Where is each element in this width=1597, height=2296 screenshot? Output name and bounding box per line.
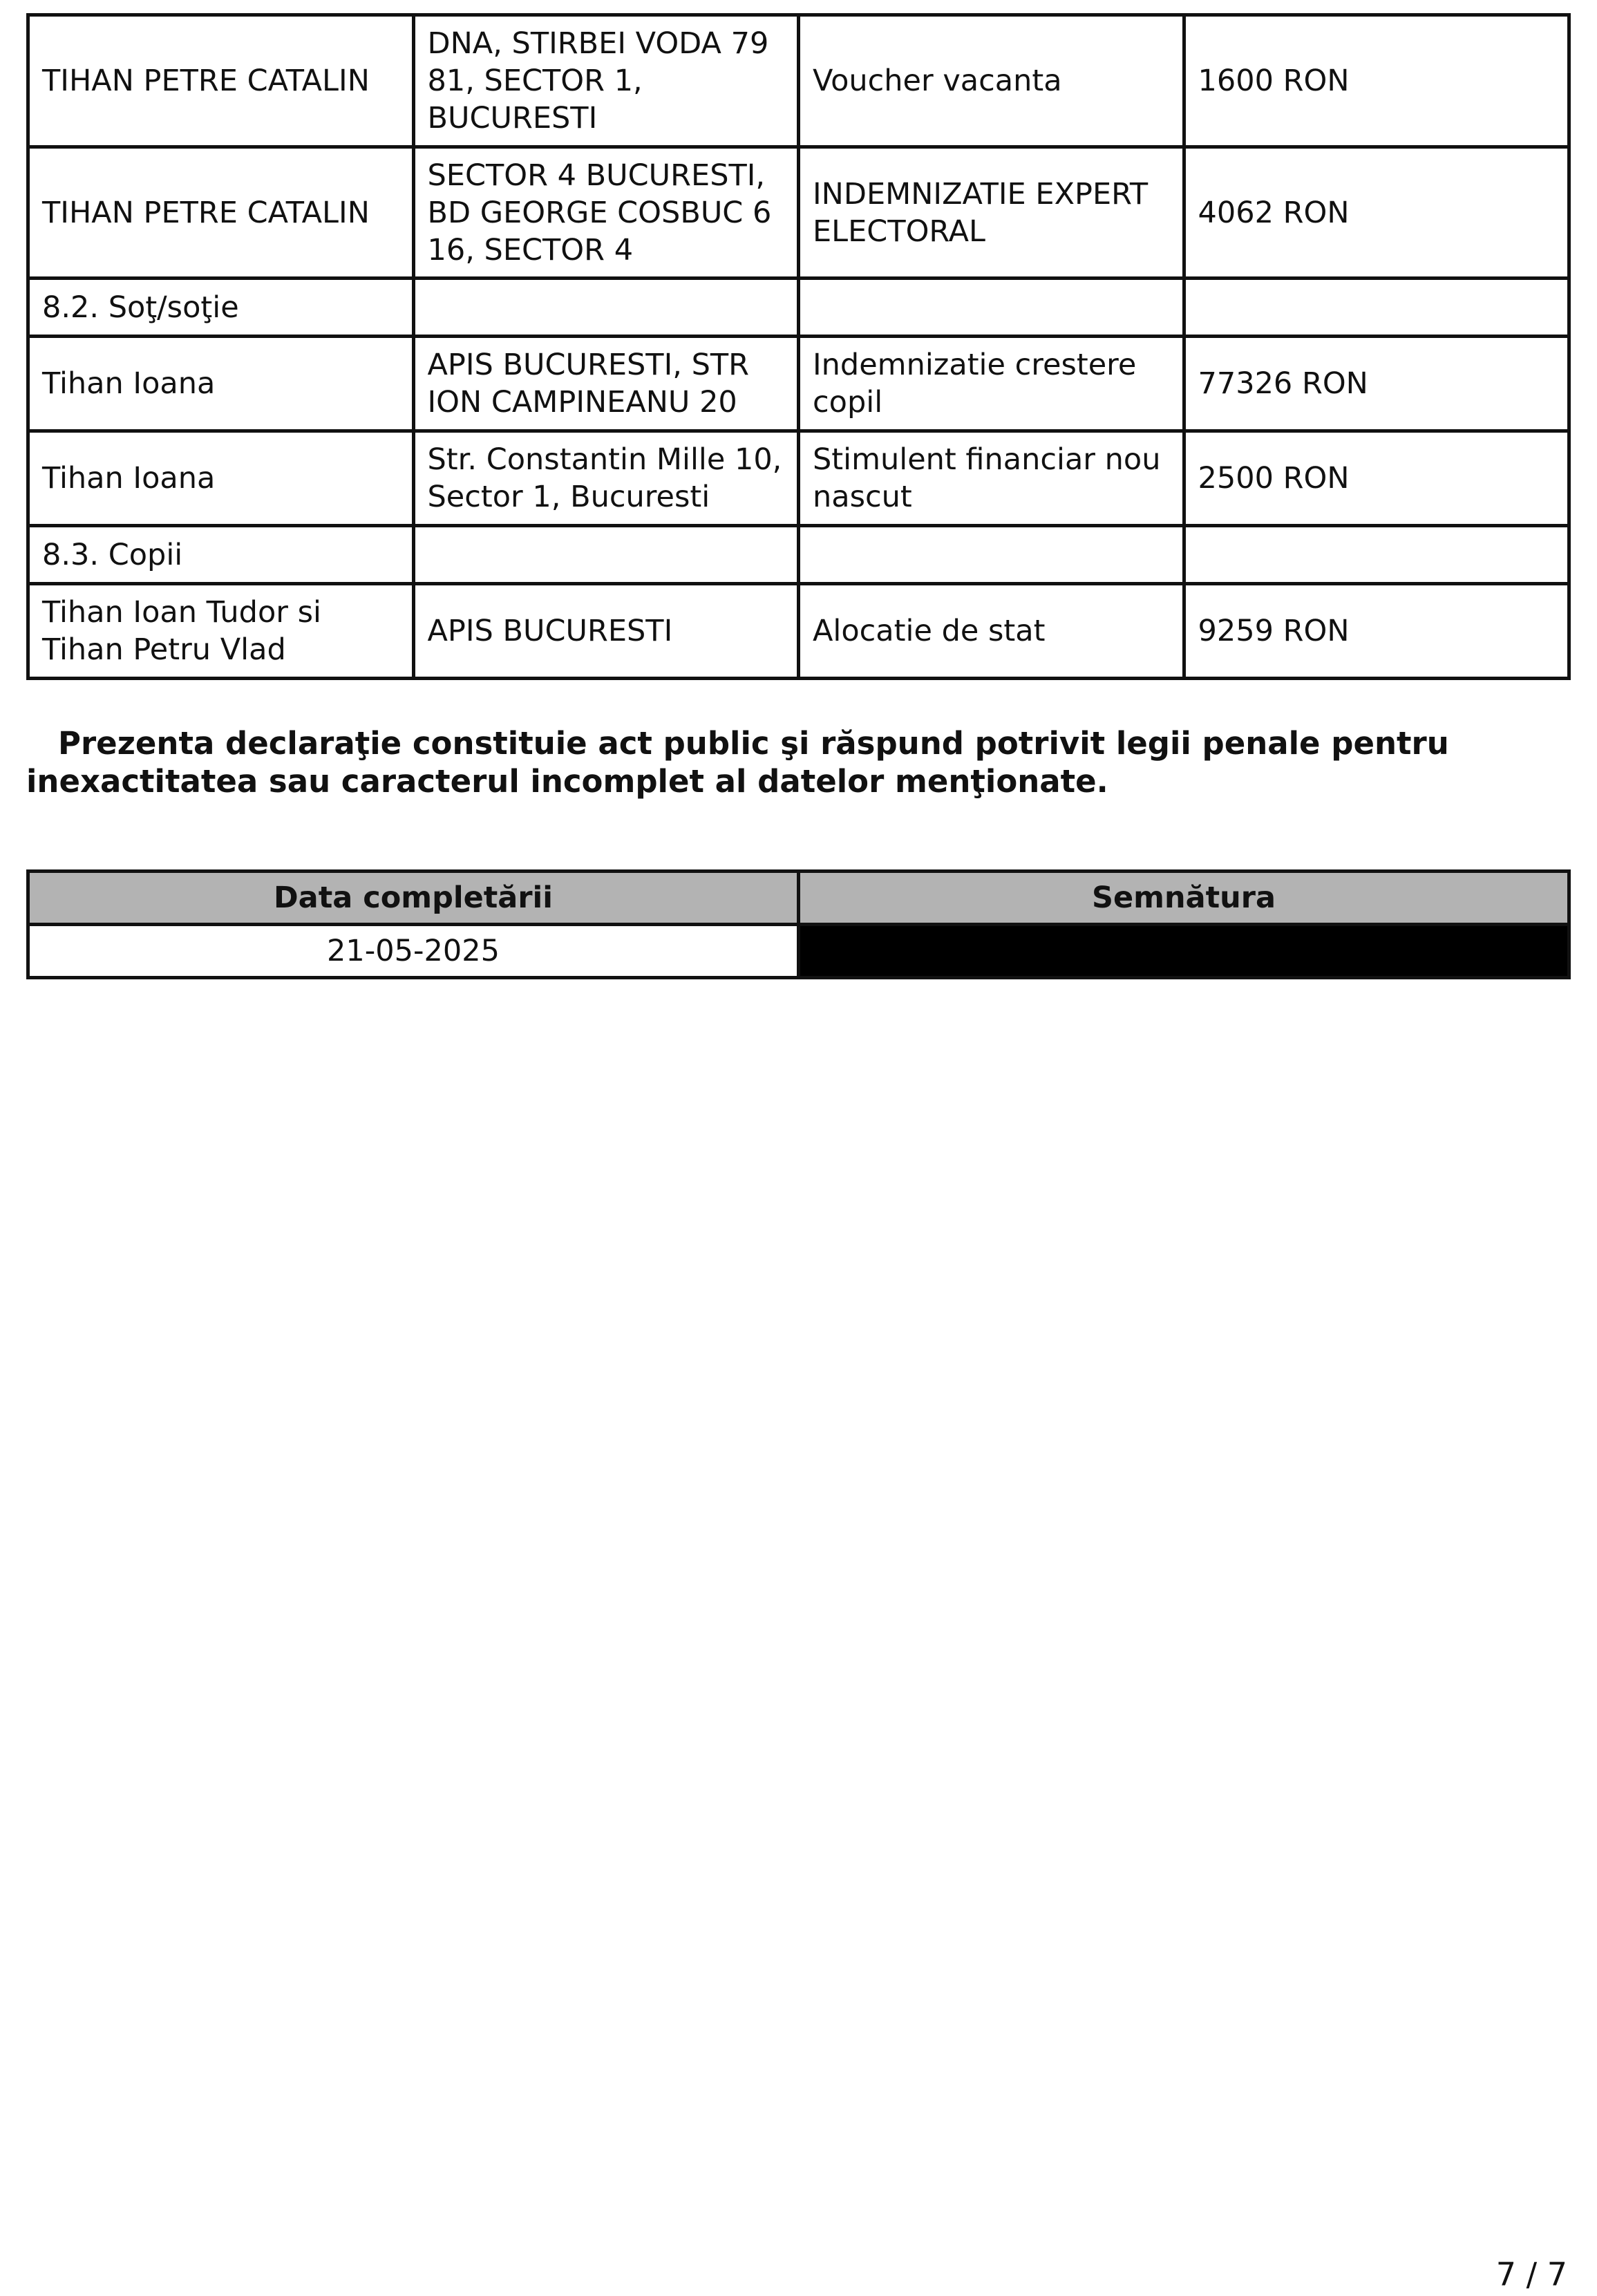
table-row	[28, 925, 1569, 978]
table-row	[28, 337, 1569, 431]
section-heading-cell: 8.2. Soţ/soţie	[28, 279, 414, 337]
completion-date-header: Data completării	[28, 872, 799, 925]
income-amount-cell: 4062 RON	[1184, 147, 1569, 279]
income-source-cell: DNA, STIRBEI VODA 79 81, SECTOR 1, BUCURESTI	[413, 15, 799, 147]
income-table	[26, 13, 1571, 680]
income-service-cell	[799, 526, 1184, 584]
income-amount-cell: 2500 RON	[1184, 431, 1569, 526]
income-source-cell: SECTOR 4 BUCURESTI, BD GEORGE COSBUC 6 16, SECTOR 4	[413, 147, 799, 279]
income-holder-cell: TIHAN PETRE CATALIN	[28, 15, 414, 147]
income-amount-cell: 77326 RON	[1184, 337, 1569, 431]
signature-table	[26, 869, 1571, 979]
completion-date-value: 21-05-2025	[28, 925, 799, 978]
income-holder-cell: Tihan Ioan Tudor si Tihan Petru Vlad	[28, 584, 414, 679]
income-service-cell	[799, 279, 1184, 337]
income-source-cell: Str. Constantin Mille 10, Sector 1, Bucuresti	[413, 431, 799, 526]
section-heading-cell: 8.3. Copii	[28, 526, 414, 584]
signature-redacted-box	[799, 925, 1569, 978]
income-source-cell: APIS BUCURESTI	[413, 584, 799, 679]
signature-header: Semnătura	[799, 872, 1569, 925]
table-row	[28, 431, 1569, 526]
income-holder-cell: Tihan Ioana	[28, 431, 414, 526]
income-service-cell: Indemnizatie crestere copil	[799, 337, 1184, 431]
table-row	[28, 147, 1569, 279]
income-service-cell: INDEMNIZATIE EXPERT ELECTORAL	[799, 147, 1184, 279]
income-service-cell: Alocatie de stat	[799, 584, 1184, 679]
table-header-row	[28, 872, 1569, 925]
table-row	[28, 584, 1569, 679]
table-row	[28, 15, 1569, 147]
table-row	[28, 279, 1569, 337]
income-service-cell: Stimulent financiar nou nascut	[799, 431, 1184, 526]
income-source-cell	[413, 526, 799, 584]
income-amount-cell: 9259 RON	[1184, 584, 1569, 679]
public-act-statement: Prezenta declaraţie constituie act public şi răspund potrivit legii penale pentru inexactitatea sau caracterul incomplet al datelor menţionate.	[26, 725, 1449, 800]
page-number: 7 / 7	[1495, 2255, 1567, 2293]
income-holder-cell: Tihan Ioana	[28, 337, 414, 431]
income-amount-cell	[1184, 279, 1569, 337]
income-amount-cell	[1184, 526, 1569, 584]
income-source-cell: APIS BUCURESTI, STR ION CAMPINEANU 20	[413, 337, 799, 431]
income-service-cell: Voucher vacanta	[799, 15, 1184, 147]
income-holder-cell: TIHAN PETRE CATALIN	[28, 147, 414, 279]
income-amount-cell: 1600 RON	[1184, 15, 1569, 147]
income-source-cell	[413, 279, 799, 337]
table-row	[28, 526, 1569, 584]
